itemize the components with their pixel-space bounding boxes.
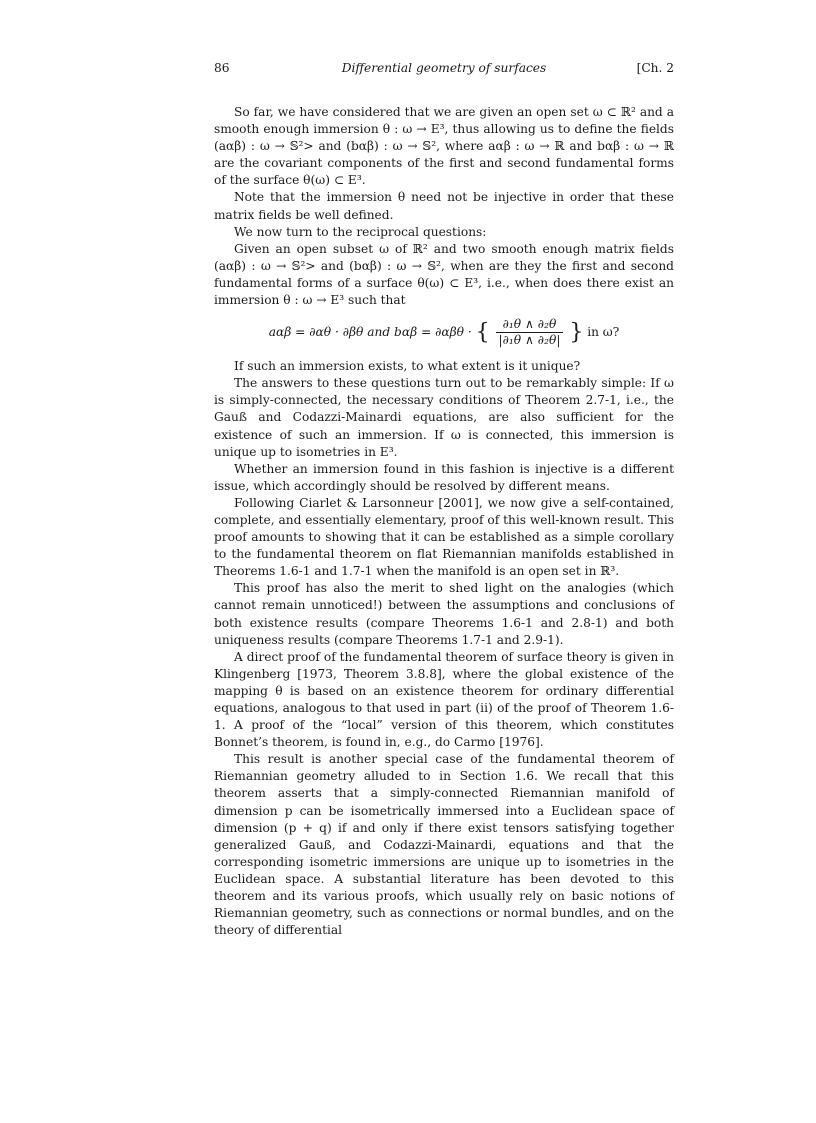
paragraph-7: Whether an immersion found in this fashion is injective is a different issue, which accordingly should be resolved by different means.: [214, 461, 674, 493]
fraction-numerator: ∂₁θ ∧ ∂₂θ: [496, 317, 564, 333]
right-brace: }: [569, 320, 584, 346]
paragraph-1: So far, we have considered that we are given an open set ω ⊂ ℝ² and a smooth enough immersion θ : ω → E³, thus allowing us to define the fields (aαβ) : ω → 𝕊²> and (bαβ) : ω → 𝕊², where aαβ : ω → ℝ and bαβ : ω → ℝ are the covariant components of the first and second fundamental forms of the surface θ(ω) ⊂ E³.: [214, 105, 674, 188]
paragraph-2: Note that the immersion θ need not be injective in order that these matrix fields be well defined.: [214, 190, 674, 222]
running-header: [214, 60, 674, 78]
paragraph-8: Following Ciarlet & Larsonneur [2001], we now give a self-contained, complete, and essentially elementary, proof of this well-known result. This proof amounts to showing that it can be established as a simple corollary to the fundamental theorem on flat Riemannian manifolds established in Theorems 1.6-1 and 1.7-1 when the manifold is an open set in ℝ³.: [214, 495, 674, 579]
display-equation: [214, 317, 674, 348]
paragraph-6: The answers to these questions turn out to be remarkably simple: If ω is simply-connected, the necessary conditions of Theorem 2.7-1, i.e., the Gauß and Codazzi-Mainardi equations, are also sufficient for the existence of such an immersion. If ω is connected, this immersion is unique up to isometries in E³.: [214, 376, 674, 459]
running-title: Differential geometry of surfaces: [341, 61, 547, 75]
fraction-denominator: |∂₁θ ∧ ∂₂θ|: [498, 333, 561, 348]
equation-left: aαβ = ∂αθ · ∂βθ and bαβ = ∂αβθ ·: [268, 325, 472, 340]
paragraph-4: Given an open subset ω of ℝ² and two smooth enough matrix fields (aαβ) : ω → 𝕊²> and (bαβ) : ω → 𝕊², when are they the first and second fundamental forms of a surface θ(ω) ⊂ E³, i.e., when does there exist an immersion θ : ω → E³ such that: [214, 241, 674, 308]
paragraph-10: A direct proof of the fundamental theorem of surface theory is given in Klingenberg [1973, Theorem 3.8.8], where the global existence of the mapping θ is based on an existence theorem for ordinary differential equations, analogous to that used in part (ii) of the proof of Theorem 1.6-1. A proof of the “local” version of this theorem, which constitutes Bonnet’s theorem, is found in, e.g., do Carmo [1976].: [214, 649, 674, 750]
document-page: [214, 60, 674, 939]
paragraph-9: This proof has also the merit to shed light on the analogies (which cannot remain unnoticed!) between the assumptions and conclusions of both existence results (compare Theorems 1.6-1 and 2.8-1) and both uniqueness results (compare Theorems 1.7-1 and 2.9-1).: [214, 581, 674, 647]
chapter-label: [Ch. 2: [636, 61, 674, 75]
paragraph-3: We now turn to the reciprocal questions:: [234, 224, 487, 239]
page-number: 86: [214, 61, 230, 75]
paragraph-11: This result is another special case of the fundamental theorem of Riemannian geometry alluded to in Section 1.6. We recall that this theorem asserts that a simply-connected Riemannian manifold of dimension p can be isometrically immersed into a Euclidean space of dimension (p + q) if and only if there exist tensors satisfying together generalized Gauß, and Codazzi-Mainardi, equations and that the corresponding isometric immersions are unique up to isometries in the Euclidean space. A substantial literature has been devoted to this theorem and its various proofs, which usually rely on basic notions of Riemannian geometry, such as connections or normal bundles, and on the theory of differential: [214, 752, 674, 938]
paragraph-5: If such an immersion exists, to what extent is it unique?: [234, 359, 581, 374]
equation-right: in ω?: [587, 325, 620, 340]
equation-fraction: [496, 317, 564, 348]
left-brace: {: [475, 320, 490, 346]
